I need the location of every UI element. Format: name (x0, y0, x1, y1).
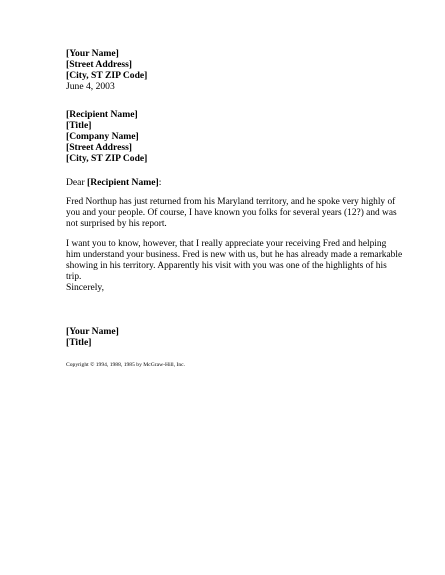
salutation-prefix: Dear (66, 177, 88, 188)
paragraph-line: not surprised by his report. (66, 218, 167, 229)
sender-street: [Street Address] (66, 58, 132, 70)
closing (66, 283, 406, 294)
paragraph-line: showing in his territory. Apparently his visit with you was one of the highlights of his (66, 260, 387, 271)
closing-text: Sincerely, (66, 282, 105, 293)
signature-title: [Title] (66, 336, 92, 348)
sender-city: [City, ST ZIP Code] (66, 69, 148, 81)
paragraph-line: I want you to know, however, that I really appreciate your receiving Fred and helping (66, 239, 387, 249)
sender-name: [Your Name] (66, 48, 119, 59)
paragraph-line: you and your people. Of course, I have known you folks for several years (12?) and was (66, 207, 397, 218)
paragraph-line: trip. (66, 271, 82, 282)
letter-date: June 4, 2003 (66, 80, 115, 92)
paragraph-line: him understand your business. Fred is new with us, but he has already made a remarkable (66, 249, 403, 260)
recipient-city: [City, ST ZIP Code] (66, 152, 148, 164)
signature-block (66, 327, 406, 349)
recipient-company: [Company Name] (66, 130, 139, 142)
paragraph-line: Fred Northup has just returned from his Maryland territory, and he spoke very highly of (66, 197, 396, 207)
signature-name: [Your Name] (66, 326, 119, 337)
recipient-street: [Street Address] (66, 141, 132, 153)
copyright-notice: Copyright © 1994, 1988, 1985 by McGraw-Hill, Inc. (66, 362, 186, 368)
recipient-address-block (66, 110, 406, 165)
recipient-title: [Title] (66, 119, 92, 131)
sender-address-block (66, 49, 406, 93)
salutation (66, 178, 406, 189)
salutation-recipient-name: [Recipient Name] (87, 177, 159, 188)
recipient-name: [Recipient Name] (66, 109, 138, 120)
salutation-suffix: : (158, 177, 162, 188)
body-paragraph-2 (66, 239, 403, 283)
body-paragraph-1 (66, 197, 398, 230)
